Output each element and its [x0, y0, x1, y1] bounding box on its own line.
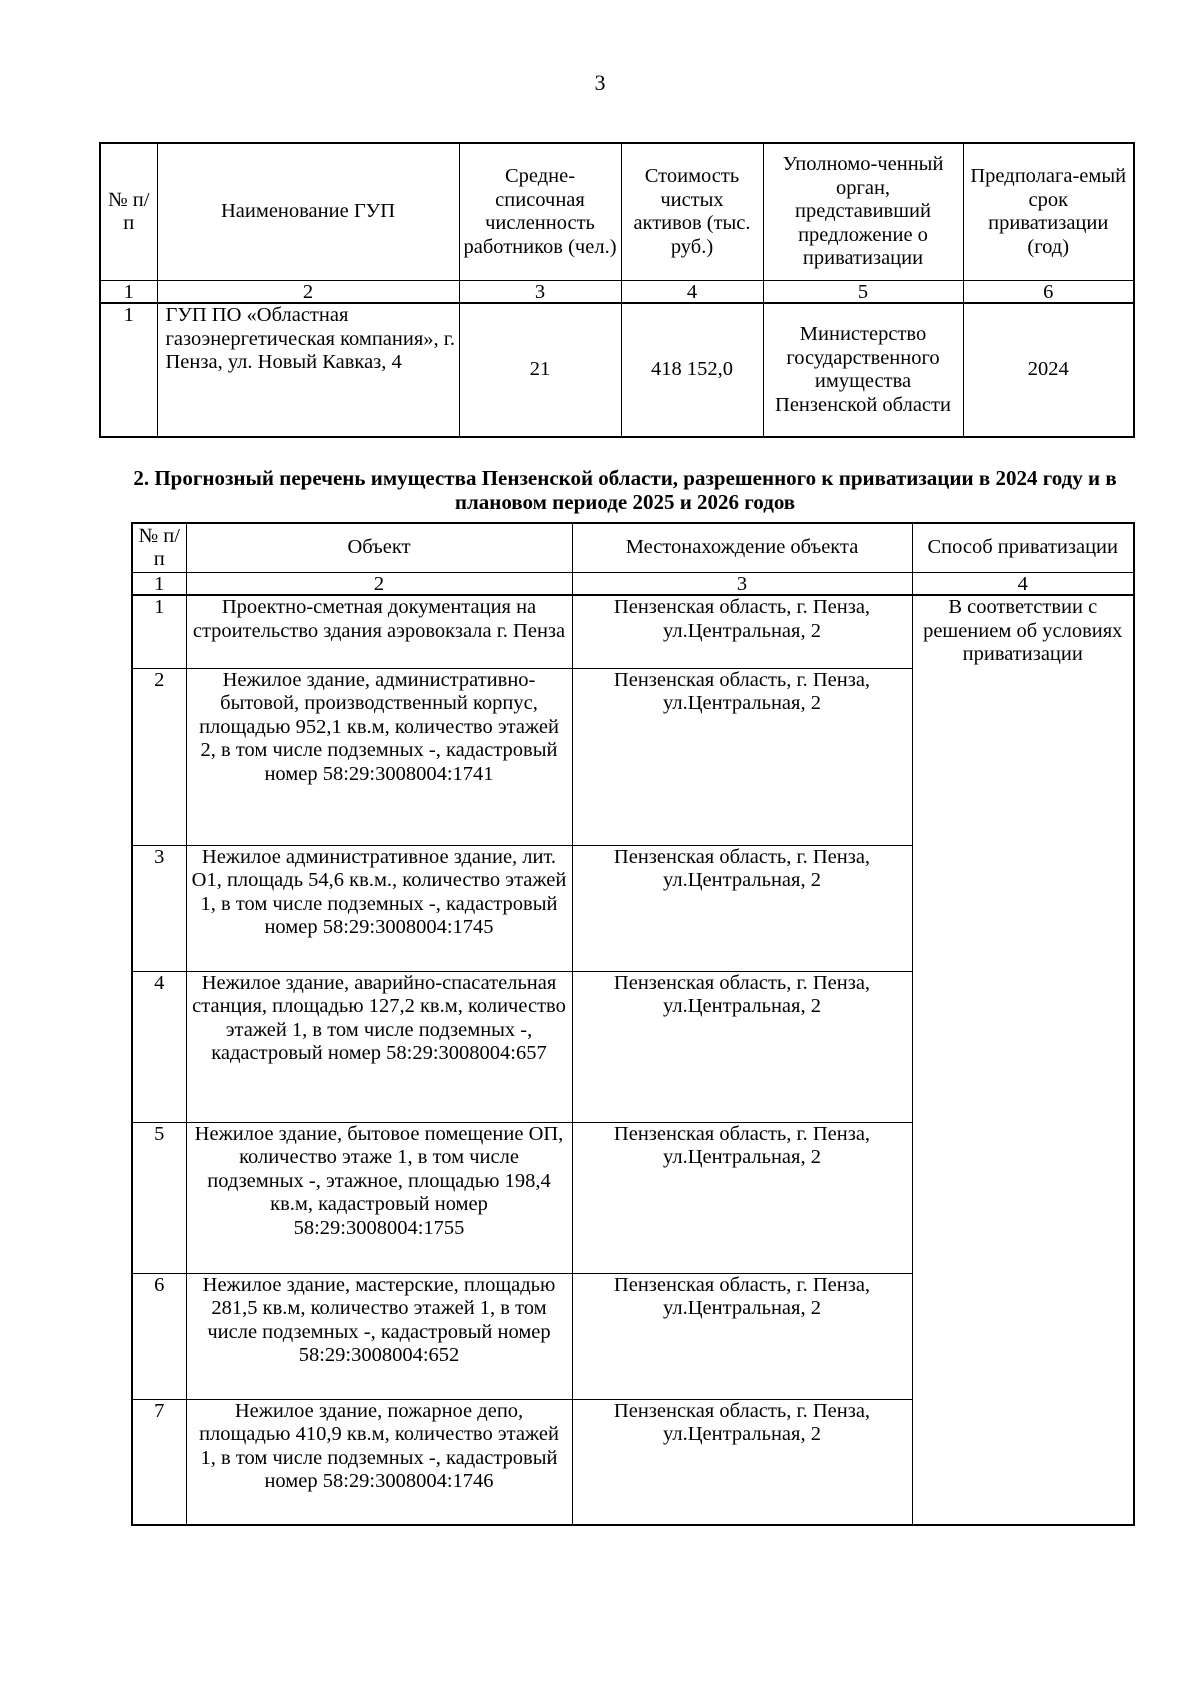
- header-cell: Уполномо-ченный орган, представивший предложение о приватизации: [763, 143, 963, 281]
- column-number: 2: [186, 573, 572, 596]
- object-description: Нежилое здание, административно-бытовой, производственный корпус, площадью 952,1 кв.м, количество этажей 2, в том числе подземных -, кадастровый номер 58:29:3008004:1741: [186, 668, 572, 845]
- object-description: Нежилое здание, мастерские, площадью 281,5 кв.м, количество этажей 1, в том числе подземных -, кадастровый номер 58:29:3008004:652: [186, 1273, 572, 1399]
- employee-count: 21: [459, 303, 621, 437]
- object-description: Проектно-сметная документация на строительство здания аэровокзала г. Пенза: [186, 595, 572, 668]
- page-number: 3: [594, 70, 606, 95]
- authority: Министерство государственного имущества Пензенской области: [763, 303, 963, 437]
- row-number: 5: [132, 1122, 186, 1273]
- column-number: 1: [132, 573, 186, 596]
- column-number: 4: [621, 281, 763, 304]
- row-number: 1: [132, 595, 186, 668]
- table-row: [132, 595, 1134, 668]
- column-number: 4: [912, 573, 1134, 596]
- object-location: Пензенская область, г. Пенза, ул.Центральная, 2: [572, 668, 912, 845]
- row-number: 3: [132, 845, 186, 971]
- object-location: Пензенская область, г. Пенза, ул.Центральная, 2: [572, 1273, 912, 1399]
- section-title: 2. Прогнозный перечень имущества Пензенской области, разрешенного к приватизации в 2024 году и в плановом периоде 2025 и 2026 годов: [133, 466, 1117, 514]
- property-table-column-numbers: [132, 573, 1134, 596]
- column-number: 2: [157, 281, 459, 304]
- object-location: Пензенская область, г. Пенза, ул.Центральная, 2: [572, 971, 912, 1122]
- column-number: 6: [963, 281, 1134, 304]
- object-description: Нежилое здание, аварийно-спасательная станция, площадью 127,2 кв.м, количество этажей 1, в том числе подземных -, кадастровый номер 58:29:3008004:657: [186, 971, 572, 1122]
- property-table-header-row: [132, 523, 1134, 573]
- object-location: Пензенская область, г. Пенза, ул.Центральная, 2: [572, 1122, 912, 1273]
- header-cell: Наименование ГУП: [157, 143, 459, 281]
- column-number: 1: [100, 281, 157, 304]
- column-number: 5: [763, 281, 963, 304]
- header-cell: Средне-списочная численность работников (чел.): [459, 143, 621, 281]
- column-number: 3: [572, 573, 912, 596]
- privatization-year: 2024: [963, 303, 1134, 437]
- object-location: Пензенская область, г. Пенза, ул.Центральная, 2: [572, 845, 912, 971]
- object-description: Нежилое здание, бытовое помещение ОП, количество этаже 1, в том числе подземных -, этажное, площадью 198,4 кв.м, кадастровый номер 58:29:3008004:1755: [186, 1122, 572, 1273]
- row-number: 4: [132, 971, 186, 1122]
- privatization-method: В соответствии с решением об условиях приватизации: [912, 595, 1134, 1525]
- object-description: Нежилое административное здание, лит. О1, площадь 54,6 кв.м., количество этажей 1, в том числе подземных -, кадастровый номер 58:29:3008004:1745: [186, 845, 572, 971]
- header-cell: Способ приватизации: [912, 523, 1134, 573]
- object-location: Пензенская область, г. Пенза, ул.Центральная, 2: [572, 1399, 912, 1525]
- gup-table: [99, 142, 1135, 438]
- header-cell: № п/п: [100, 143, 157, 281]
- header-cell: Объект: [186, 523, 572, 573]
- table-row: [100, 303, 1134, 437]
- gup-table-column-numbers: [100, 281, 1134, 304]
- header-cell: Стоимость чистых активов (тыс. руб.): [621, 143, 763, 281]
- header-cell: Предполага-емый срок приватизации (год): [963, 143, 1134, 281]
- net-assets: 418 152,0: [621, 303, 763, 437]
- gup-table-header-row: [100, 143, 1134, 281]
- row-number: 2: [132, 668, 186, 845]
- row-number: 1: [100, 303, 157, 437]
- row-number: 7: [132, 1399, 186, 1525]
- gup-name: ГУП ПО «Областная газоэнергетическая компания», г. Пенза, ул. Новый Кавказ, 4: [157, 303, 459, 437]
- column-number: 3: [459, 281, 621, 304]
- header-cell: № п/п: [132, 523, 186, 573]
- header-cell: Местонахождение объекта: [572, 523, 912, 573]
- row-number: 6: [132, 1273, 186, 1399]
- object-location: Пензенская область, г. Пенза, ул.Центральная, 2: [572, 595, 912, 668]
- object-description: Нежилое здание, пожарное депо, площадью 410,9 кв.м, количество этажей 1, в том числе подземных -, кадастровый номер 58:29:3008004:1746: [186, 1399, 572, 1525]
- property-table: [131, 522, 1135, 1526]
